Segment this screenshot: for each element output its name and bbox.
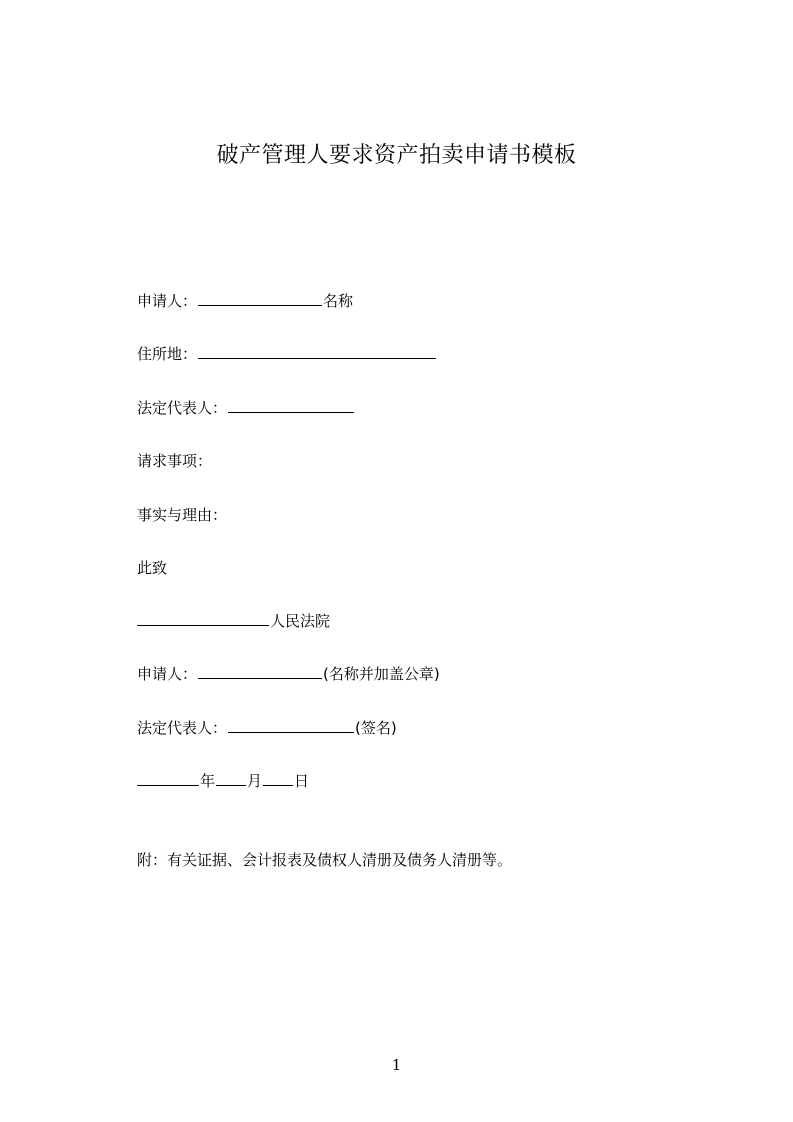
document-title: 破产管理人要求资产拍卖申请书模板 (216, 143, 577, 168)
request-items-line (137, 451, 212, 471)
address-label: 住所地： (137, 345, 198, 363)
facts-reasons-label: 事实与理由： (137, 506, 228, 524)
facts-reasons-line (137, 505, 227, 525)
salutation: 此致 (137, 559, 168, 577)
applicant-suffix: 名称 (323, 292, 354, 310)
address-line (137, 344, 437, 364)
date-day: 日 (294, 772, 310, 790)
signature-legal-rep-line (137, 718, 397, 738)
legal-rep-label: 法定代表人： (137, 399, 228, 417)
date-year: 年 (200, 772, 216, 790)
legal-rep-blank[interactable] (228, 398, 354, 413)
date-month: 月 (247, 772, 263, 790)
page-number: 1 (391, 1056, 402, 1074)
date-line (137, 771, 309, 791)
address-blank[interactable] (198, 344, 436, 359)
signature-legal-rep-blank[interactable] (228, 718, 354, 733)
salutation-line (137, 558, 167, 578)
legal-rep-line (137, 398, 355, 418)
signature-legal-rep-suffix: (签名) (355, 719, 397, 737)
day-blank[interactable] (263, 771, 293, 786)
signature-applicant-line (137, 664, 440, 684)
applicant-name-blank[interactable] (198, 291, 322, 306)
signature-legal-rep-label: 法定代表人： (137, 719, 228, 737)
applicant-line (137, 291, 353, 311)
signature-applicant-suffix: (名称并加盖公章) (323, 665, 440, 683)
signature-applicant-blank[interactable] (198, 664, 322, 679)
court-name-blank[interactable] (137, 611, 269, 626)
year-blank[interactable] (137, 771, 199, 786)
signature-applicant-label: 申请人： (137, 665, 198, 683)
attachment-note: 附：有关证据、会计报表及债权人清册及债务人清册等。 (137, 851, 513, 869)
applicant-label: 申请人： (137, 292, 198, 310)
request-items-label: 请求事项： (137, 452, 213, 470)
attachment-line (137, 850, 512, 870)
month-blank[interactable] (216, 771, 246, 786)
court-suffix: 人民法院 (270, 612, 331, 630)
court-line (137, 611, 330, 631)
